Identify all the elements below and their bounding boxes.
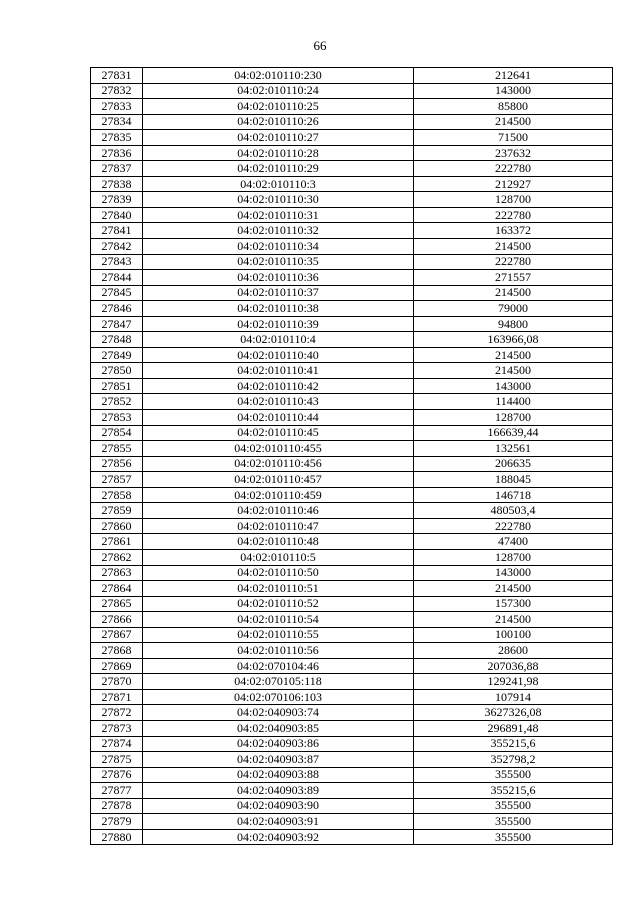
table-body bbox=[91, 68, 613, 845]
value-cell: 163966,08 bbox=[414, 332, 613, 348]
table-row bbox=[91, 270, 613, 286]
row-number-cell: 27851 bbox=[91, 378, 143, 394]
table-row bbox=[91, 176, 613, 192]
table-row bbox=[91, 192, 613, 208]
cadastral-number-cell: 04:02:010110:28 bbox=[143, 145, 414, 161]
value-cell: 214500 bbox=[414, 285, 613, 301]
cadastral-number-cell: 04:02:010110:43 bbox=[143, 394, 414, 410]
table-row bbox=[91, 736, 613, 752]
value-cell: 222780 bbox=[414, 161, 613, 177]
row-number-cell: 27848 bbox=[91, 332, 143, 348]
table-row bbox=[91, 239, 613, 255]
table-row bbox=[91, 518, 613, 534]
row-number-cell: 27846 bbox=[91, 301, 143, 317]
table-row bbox=[91, 612, 613, 628]
row-number-cell: 27875 bbox=[91, 752, 143, 768]
cadastral-number-cell: 04:02:010110:48 bbox=[143, 534, 414, 550]
value-cell: 222780 bbox=[414, 518, 613, 534]
table-row bbox=[91, 472, 613, 488]
cadastral-number-cell: 04:02:010110:45 bbox=[143, 425, 414, 441]
value-cell: 79000 bbox=[414, 301, 613, 317]
value-cell: 143000 bbox=[414, 565, 613, 581]
table-row bbox=[91, 425, 613, 441]
value-cell: 355500 bbox=[414, 829, 613, 845]
row-number-cell: 27856 bbox=[91, 456, 143, 472]
value-cell: 166639,44 bbox=[414, 425, 613, 441]
cadastral-number-cell: 04:02:010110:42 bbox=[143, 378, 414, 394]
table-row bbox=[91, 145, 613, 161]
row-number-cell: 27835 bbox=[91, 130, 143, 146]
row-number-cell: 27832 bbox=[91, 83, 143, 99]
value-cell: 480503,4 bbox=[414, 503, 613, 519]
row-number-cell: 27854 bbox=[91, 425, 143, 441]
table-row bbox=[91, 394, 613, 410]
cadastral-number-cell: 04:02:010110:55 bbox=[143, 627, 414, 643]
table-row bbox=[91, 332, 613, 348]
table-row bbox=[91, 503, 613, 519]
value-cell: 237632 bbox=[414, 145, 613, 161]
table-row bbox=[91, 627, 613, 643]
table-row bbox=[91, 207, 613, 223]
cadastral-number-cell: 04:02:010110:52 bbox=[143, 596, 414, 612]
value-cell: 212641 bbox=[414, 68, 613, 84]
cadastral-number-cell: 04:02:040903:90 bbox=[143, 798, 414, 814]
table-row bbox=[91, 410, 613, 426]
value-cell: 114400 bbox=[414, 394, 613, 410]
value-cell: 3627326,08 bbox=[414, 705, 613, 721]
value-cell: 355500 bbox=[414, 814, 613, 830]
value-cell: 107914 bbox=[414, 689, 613, 705]
cadastral-number-cell: 04:02:070104:46 bbox=[143, 658, 414, 674]
value-cell: 71500 bbox=[414, 130, 613, 146]
row-number-cell: 27838 bbox=[91, 176, 143, 192]
table-row bbox=[91, 363, 613, 379]
cadastral-number-cell: 04:02:010110:5 bbox=[143, 549, 414, 565]
value-cell: 352798,2 bbox=[414, 752, 613, 768]
cadastral-number-cell: 04:02:010110:36 bbox=[143, 270, 414, 286]
cadastral-number-cell: 04:02:040903:88 bbox=[143, 767, 414, 783]
value-cell: 355500 bbox=[414, 767, 613, 783]
cadastral-number-cell: 04:02:010110:34 bbox=[143, 239, 414, 255]
value-cell: 271557 bbox=[414, 270, 613, 286]
table-row bbox=[91, 829, 613, 845]
row-number-cell: 27863 bbox=[91, 565, 143, 581]
row-number-cell: 27862 bbox=[91, 549, 143, 565]
table-row bbox=[91, 565, 613, 581]
cadastral-number-cell: 04:02:010110:32 bbox=[143, 223, 414, 239]
value-cell: 296891,48 bbox=[414, 720, 613, 736]
value-cell: 214500 bbox=[414, 239, 613, 255]
value-cell: 214500 bbox=[414, 612, 613, 628]
row-number-cell: 27876 bbox=[91, 767, 143, 783]
table-row bbox=[91, 130, 613, 146]
value-cell: 94800 bbox=[414, 316, 613, 332]
table-row bbox=[91, 767, 613, 783]
table-row bbox=[91, 798, 613, 814]
cadastral-number-cell: 04:02:010110:56 bbox=[143, 643, 414, 659]
value-cell: 47400 bbox=[414, 534, 613, 550]
table-row bbox=[91, 487, 613, 503]
table-row bbox=[91, 549, 613, 565]
row-number-cell: 27855 bbox=[91, 441, 143, 457]
value-cell: 100100 bbox=[414, 627, 613, 643]
table-row bbox=[91, 705, 613, 721]
table-row bbox=[91, 347, 613, 363]
row-number-cell: 27879 bbox=[91, 814, 143, 830]
cadastral-number-cell: 04:02:040903:74 bbox=[143, 705, 414, 721]
cadastral-number-cell: 04:02:040903:85 bbox=[143, 720, 414, 736]
table-row bbox=[91, 658, 613, 674]
table-row bbox=[91, 720, 613, 736]
value-cell: 146718 bbox=[414, 487, 613, 503]
table-row bbox=[91, 674, 613, 690]
value-cell: 163372 bbox=[414, 223, 613, 239]
value-cell: 206635 bbox=[414, 456, 613, 472]
value-cell: 212927 bbox=[414, 176, 613, 192]
row-number-cell: 27841 bbox=[91, 223, 143, 239]
cadastral-number-cell: 04:02:010110:459 bbox=[143, 487, 414, 503]
cadastral-number-cell: 04:02:010110:54 bbox=[143, 612, 414, 628]
row-number-cell: 27867 bbox=[91, 627, 143, 643]
cadastral-number-cell: 04:02:010110:31 bbox=[143, 207, 414, 223]
table-row bbox=[91, 534, 613, 550]
cadastral-number-cell: 04:02:010110:38 bbox=[143, 301, 414, 317]
value-cell: 207036,88 bbox=[414, 658, 613, 674]
table-row bbox=[91, 378, 613, 394]
row-number-cell: 27836 bbox=[91, 145, 143, 161]
value-cell: 143000 bbox=[414, 378, 613, 394]
table-row bbox=[91, 68, 613, 84]
cadastral-number-cell: 04:02:040903:89 bbox=[143, 783, 414, 799]
table-row bbox=[91, 301, 613, 317]
value-cell: 214500 bbox=[414, 114, 613, 130]
table-row bbox=[91, 643, 613, 659]
cadastral-number-cell: 04:02:010110:457 bbox=[143, 472, 414, 488]
value-cell: 355215,6 bbox=[414, 736, 613, 752]
row-number-cell: 27865 bbox=[91, 596, 143, 612]
table-row bbox=[91, 285, 613, 301]
table-row bbox=[91, 83, 613, 99]
value-cell: 222780 bbox=[414, 207, 613, 223]
cadastral-number-cell: 04:02:040903:86 bbox=[143, 736, 414, 752]
row-number-cell: 27842 bbox=[91, 239, 143, 255]
row-number-cell: 27861 bbox=[91, 534, 143, 550]
row-number-cell: 27859 bbox=[91, 503, 143, 519]
cadastral-number-cell: 04:02:010110:46 bbox=[143, 503, 414, 519]
row-number-cell: 27857 bbox=[91, 472, 143, 488]
row-number-cell: 27869 bbox=[91, 658, 143, 674]
cadastral-number-cell: 04:02:070106:103 bbox=[143, 689, 414, 705]
table-row bbox=[91, 689, 613, 705]
cadastral-number-cell: 04:02:010110:47 bbox=[143, 518, 414, 534]
row-number-cell: 27844 bbox=[91, 270, 143, 286]
cadastral-number-cell: 04:02:010110:29 bbox=[143, 161, 414, 177]
value-cell: 157300 bbox=[414, 596, 613, 612]
row-number-cell: 27839 bbox=[91, 192, 143, 208]
cadastral-number-cell: 04:02:010110:24 bbox=[143, 83, 414, 99]
row-number-cell: 27843 bbox=[91, 254, 143, 270]
value-cell: 28600 bbox=[414, 643, 613, 659]
value-cell: 188045 bbox=[414, 472, 613, 488]
table-row bbox=[91, 223, 613, 239]
cadastral-number-cell: 04:02:010110:30 bbox=[143, 192, 414, 208]
cadastral-number-cell: 04:02:040903:87 bbox=[143, 752, 414, 768]
row-number-cell: 27831 bbox=[91, 68, 143, 84]
cadastral-number-cell: 04:02:010110:230 bbox=[143, 68, 414, 84]
cadastral-number-cell: 04:02:010110:455 bbox=[143, 441, 414, 457]
value-cell: 128700 bbox=[414, 410, 613, 426]
cadastral-number-cell: 04:02:010110:26 bbox=[143, 114, 414, 130]
cadastral-number-cell: 04:02:010110:51 bbox=[143, 581, 414, 597]
table-row bbox=[91, 814, 613, 830]
row-number-cell: 27870 bbox=[91, 674, 143, 690]
row-number-cell: 27874 bbox=[91, 736, 143, 752]
row-number-cell: 27853 bbox=[91, 410, 143, 426]
value-cell: 355215,6 bbox=[414, 783, 613, 799]
table-row bbox=[91, 114, 613, 130]
value-cell: 132561 bbox=[414, 441, 613, 457]
cadastral-number-cell: 04:02:070105:118 bbox=[143, 674, 414, 690]
cadastral-number-cell: 04:02:010110:35 bbox=[143, 254, 414, 270]
row-number-cell: 27880 bbox=[91, 829, 143, 845]
cadastral-number-cell: 04:02:010110:39 bbox=[143, 316, 414, 332]
value-cell: 128700 bbox=[414, 192, 613, 208]
cadastral-number-cell: 04:02:010110:37 bbox=[143, 285, 414, 301]
row-number-cell: 27877 bbox=[91, 783, 143, 799]
table-row bbox=[91, 752, 613, 768]
row-number-cell: 27871 bbox=[91, 689, 143, 705]
row-number-cell: 27872 bbox=[91, 705, 143, 721]
cadastral-number-cell: 04:02:010110:4 bbox=[143, 332, 414, 348]
value-cell: 214500 bbox=[414, 347, 613, 363]
table-row bbox=[91, 581, 613, 597]
row-number-cell: 27834 bbox=[91, 114, 143, 130]
cadastral-number-cell: 04:02:010110:50 bbox=[143, 565, 414, 581]
row-number-cell: 27873 bbox=[91, 720, 143, 736]
row-number-cell: 27833 bbox=[91, 99, 143, 115]
table-row bbox=[91, 441, 613, 457]
row-number-cell: 27852 bbox=[91, 394, 143, 410]
value-cell: 214500 bbox=[414, 363, 613, 379]
value-cell: 85800 bbox=[414, 99, 613, 115]
value-cell: 222780 bbox=[414, 254, 613, 270]
row-number-cell: 27868 bbox=[91, 643, 143, 659]
value-cell: 214500 bbox=[414, 581, 613, 597]
row-number-cell: 27847 bbox=[91, 316, 143, 332]
row-number-cell: 27837 bbox=[91, 161, 143, 177]
row-number-cell: 27866 bbox=[91, 612, 143, 628]
row-number-cell: 27849 bbox=[91, 347, 143, 363]
cadastral-number-cell: 04:02:010110:40 bbox=[143, 347, 414, 363]
table-row bbox=[91, 161, 613, 177]
table-row bbox=[91, 783, 613, 799]
cadastral-number-cell: 04:02:010110:25 bbox=[143, 99, 414, 115]
value-cell: 355500 bbox=[414, 798, 613, 814]
cadastral-number-cell: 04:02:040903:91 bbox=[143, 814, 414, 830]
row-number-cell: 27850 bbox=[91, 363, 143, 379]
cadastral-number-cell: 04:02:010110:3 bbox=[143, 176, 414, 192]
value-cell: 129241,98 bbox=[414, 674, 613, 690]
data-table bbox=[90, 67, 613, 845]
cadastral-number-cell: 04:02:010110:27 bbox=[143, 130, 414, 146]
value-cell: 143000 bbox=[414, 83, 613, 99]
table-row bbox=[91, 596, 613, 612]
row-number-cell: 27840 bbox=[91, 207, 143, 223]
value-cell: 128700 bbox=[414, 549, 613, 565]
cadastral-number-cell: 04:02:010110:44 bbox=[143, 410, 414, 426]
cadastral-number-cell: 04:02:010110:456 bbox=[143, 456, 414, 472]
row-number-cell: 27860 bbox=[91, 518, 143, 534]
table-row bbox=[91, 456, 613, 472]
row-number-cell: 27878 bbox=[91, 798, 143, 814]
cadastral-number-cell: 04:02:010110:41 bbox=[143, 363, 414, 379]
row-number-cell: 27858 bbox=[91, 487, 143, 503]
table-row bbox=[91, 254, 613, 270]
row-number-cell: 27864 bbox=[91, 581, 143, 597]
cadastral-number-cell: 04:02:040903:92 bbox=[143, 829, 414, 845]
page-number: 66 bbox=[313, 38, 327, 53]
row-number-cell: 27845 bbox=[91, 285, 143, 301]
table-row bbox=[91, 99, 613, 115]
table-row bbox=[91, 316, 613, 332]
